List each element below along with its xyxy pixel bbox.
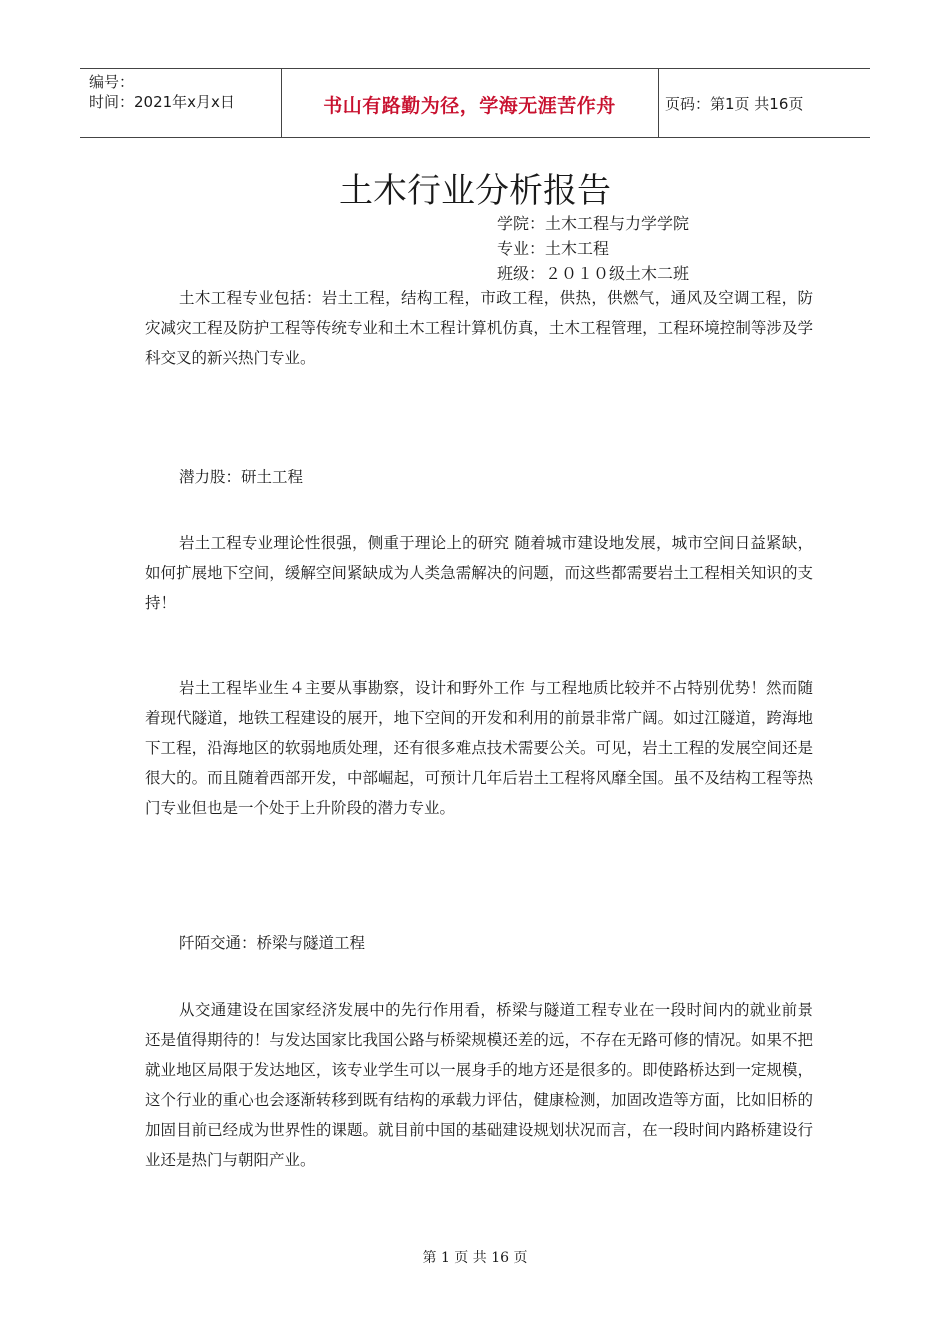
intro-paragraph: 土木工程专业包括：岩土工程，结构工程，市政工程，供热，供燃气，通风及空调工程，防灾减灾工程及防护工程等传统专业和土木工程计算机仿真，土木工程管理，工程环境控制等涉及学科交叉的新兴热门专业。 [145,289,813,367]
document-title: 土木行业分析报告 [339,171,611,211]
section-heading-geotechnical: 潜力股：研土工程 [179,468,304,486]
class-line: 班级：２０１０级土木二班 [497,264,690,283]
major-line: 专业：土木工程 [497,239,610,258]
page-footer: 第 1 页 共 16 页 [422,1250,528,1266]
college-line: 学院：土木工程与力学学院 [497,214,690,233]
header-info-cell [80,69,282,137]
geotechnical-paragraph-2: 岩土工程毕业生４主要从事勘察，设计和野外工作 与工程地质比较并不占特别优势！然而随着现代隧道，地铁工程建设的展开，地下空间的开发和利用的前景非常广阔。如过江隧道，跨海地下工程，沿海地区的软弱地质处理，还有很多难点技术需要公关。可见，岩土工程的发展空间还是很大的。而且随着西部开发，中部崛起，可预计几年后岩土工程将风靡全国。虽不及结构工程等热门专业但也是一个处于上升阶段的潜力专业。 [145,679,813,817]
header-motto-cell [281,69,659,137]
serial-number-label: 编号： [89,73,135,91]
motto-text: 书山有路勤为径，学海无涯苦作舟 [323,95,616,117]
page-header [80,68,870,138]
header-page-cell [659,69,870,137]
section-heading-bridge-tunnel: 阡陌交通：桥梁与隧道工程 [179,934,366,952]
header-page-number: 页码：第1页 共16页 [665,95,804,113]
bridge-tunnel-paragraph: 从交通建设在国家经济发展中的先行作用看，桥梁与隧道工程专业在一段时间内的就业前景还是值得期待的！与发达国家比我国公路与桥梁规模还差的远，不存在无路可修的情况。如果不把就业地区局限于发达地区，该专业学生可以一展身手的地方还是很多的。即使路桥达到一定规模，这个行业的重心也会逐渐转移到既有结构的承载力评估，健康检测，加固改造等方面，比如旧桥的加固目前已经成为世界性的课题。就目前中国的基础建设规划状况而言，在一段时间内路桥建设行业还是热门与朝阳产业。 [145,1001,813,1169]
date-label: 时间：2021年x月x日 [89,93,235,111]
geotechnical-paragraph-1: 岩土工程专业理论性很强，侧重于理论上的研究 随着城市建设地发展，城市空间日益紧缺，如何扩展地下空间，缓解空间紧缺成为人类急需解决的问题，而这些都需要岩土工程相关知识的支持！ [145,534,813,612]
